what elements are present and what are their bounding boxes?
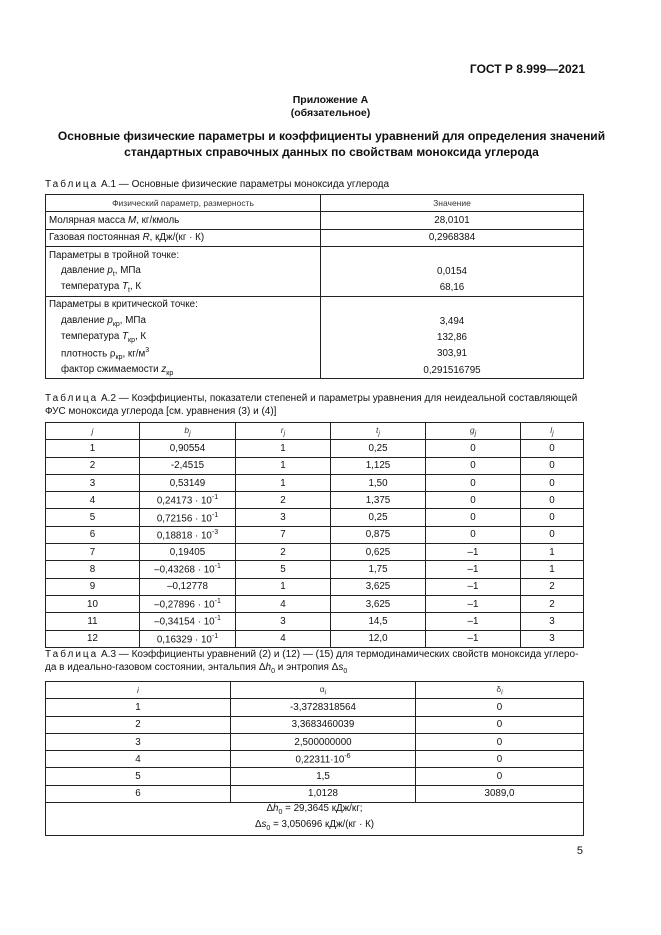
table1-value: 0,291516795 <box>321 362 584 379</box>
table2-cell: 3 <box>521 630 584 647</box>
table2-cell: 3 <box>236 613 331 630</box>
table-row <box>46 595 584 612</box>
table-row <box>46 768 584 785</box>
table2-cell: 0 <box>521 526 584 543</box>
table2-cell: 0 <box>426 474 521 491</box>
table3-cell: $0,22311\cdot 10^{-6}$ <box>231 751 416 768</box>
table-row <box>46 544 584 561</box>
table3-caption-text: А.3 — Коэффициенты уравнений (2) и (12) — (15) для термодинамических свойств моноксида углеро- <box>101 649 579 660</box>
table3-cell: -3,3728318564 <box>231 699 416 716</box>
table1-value: 303,91 <box>321 346 584 362</box>
page-title-line1: Основные физические параметры и коэффициенты уравнений для определения значений <box>57 129 606 143</box>
table3-cell: 2 <box>46 716 231 733</box>
table2-cell: 2 <box>236 492 331 509</box>
table2-cell: 3 <box>236 509 331 526</box>
table-row <box>46 457 584 474</box>
table3-header: i <box>46 682 231 699</box>
page-number: 5 <box>576 845 583 857</box>
table2-caption <box>45 392 590 418</box>
table2-cell: -2,4515 <box>140 457 236 474</box>
table2-cell: 2 <box>521 595 584 612</box>
table2-cell: 7 <box>46 544 140 561</box>
table2-cell: 0 <box>521 457 584 474</box>
table2-cell: $0,18818 \cdot 10^{-3}$ <box>140 526 236 543</box>
table2-cell: 2 <box>46 457 140 474</box>
table1-cell: Молярная масса M, кг/кмоль <box>46 212 321 229</box>
table-row <box>46 346 584 362</box>
table3-cell: 4 <box>46 751 231 768</box>
table2-cell: 10 <box>46 595 140 612</box>
table2-cell: 2 <box>521 578 584 595</box>
table2-cell: 0 <box>521 492 584 509</box>
table1-cell: Параметры в тройной точке: <box>46 246 321 263</box>
table1-caption-prefix: Таблица <box>45 179 99 190</box>
table2-cell: 12,0 <box>331 630 426 647</box>
table1-value: 68,16 <box>321 279 584 296</box>
table2-cell: 0 <box>426 457 521 474</box>
enthalpy-value: $\Delta h_0 = 29,3645$ кДж/кг; <box>266 803 363 817</box>
table3-caption-text2: да в идеально-газовом состоянии, энтальпия $\Delta h_0$ и энтропия $\Delta s_0$ <box>45 662 348 675</box>
table-row <box>46 751 584 768</box>
table3-cell: 0 <box>416 733 584 750</box>
table2-header: $b_j$ <box>140 423 236 440</box>
table2-cell: 0 <box>426 440 521 457</box>
table3-cell: 5 <box>46 768 231 785</box>
table1-cell: плотность $\rho_{кр}$, $кг/м^3$ <box>46 346 321 362</box>
table1-cell: Газовая постоянная R, кДж/(кг · К) <box>46 229 321 246</box>
table2-cell: 5 <box>46 509 140 526</box>
table1 <box>45 194 584 379</box>
table2-cell: 4 <box>236 630 331 647</box>
table2-cell: 0 <box>426 509 521 526</box>
table-row <box>46 362 584 379</box>
table2-cell: 0 <box>521 440 584 457</box>
table3-cell: 0 <box>416 716 584 733</box>
table2-cell: 0,875 <box>331 526 426 543</box>
table2-cell: 1,125 <box>331 457 426 474</box>
table2-cell: $-0,34154 \cdot 10^{-1}$ <box>140 613 236 630</box>
table2-cell: 0,625 <box>331 544 426 561</box>
table2-caption-text: А.2 — Коэффициенты, показатели степеней и параметры уравнения для неидеальной составляющей <box>101 393 578 404</box>
table3-header: $\alpha_i$ <box>231 682 416 699</box>
table3-cell: 3,3683460039 <box>231 716 416 733</box>
table-row <box>46 785 584 802</box>
table-row <box>46 699 584 716</box>
table3-caption-prefix: Таблица <box>45 649 99 660</box>
table3-caption <box>45 648 595 678</box>
table2-caption-prefix: Таблица <box>45 393 99 404</box>
table-row <box>46 716 584 733</box>
table2-cell: –1 <box>426 613 521 630</box>
table3-cell: 0 <box>416 699 584 716</box>
table2-cell: 0,53149 <box>140 474 236 491</box>
table3 <box>45 681 584 836</box>
entropy-value: $\Delta s_0 = 3,050696$ кДж/(кг · К) <box>254 819 375 832</box>
table2-cell: 14,5 <box>331 613 426 630</box>
table2-caption-text2: ФУС моноксида углерода [см. уравнения (3) и (4)] <box>45 406 277 417</box>
table2-header: $t_j$ <box>331 423 426 440</box>
table2-cell: –1 <box>426 578 521 595</box>
table-row <box>46 229 584 246</box>
table-row <box>46 212 584 229</box>
table2-cell: 0 <box>426 526 521 543</box>
table2-cell: 0 <box>521 509 584 526</box>
table1-header: Значение <box>321 195 584 212</box>
table-row <box>46 313 584 329</box>
table2-cell: $-0,43268 \cdot 10^{-1}$ <box>140 561 236 578</box>
table2-cell: 1 <box>236 578 331 595</box>
page-title-line2: стандартных справочных данных по свойствам моноксида углерода <box>124 145 539 159</box>
table2-cell: 9 <box>46 578 140 595</box>
table-row <box>46 613 584 630</box>
table-row <box>46 263 584 279</box>
table-row <box>46 296 584 313</box>
table2-cell: 11 <box>46 613 140 630</box>
table2-cell: 0 <box>426 492 521 509</box>
table3-cell: 0 <box>416 751 584 768</box>
table-row <box>46 440 584 457</box>
table-row <box>46 561 584 578</box>
table2-cell: 3 <box>46 474 140 491</box>
table2-cell: $0,16329 \cdot 10^{-1}$ <box>140 630 236 647</box>
table2-cell: 1 <box>46 440 140 457</box>
table2-cell: 12 <box>46 630 140 647</box>
table2-header: j <box>46 423 140 440</box>
table3-cell: 2,500000000 <box>231 733 416 750</box>
table1-value: 0,2968384 <box>321 229 584 246</box>
table2-cell: 3,625 <box>331 595 426 612</box>
table1-cell: температура $T_t$, К <box>46 279 321 296</box>
table1-cell: давление $p_t$, МПа <box>46 263 321 279</box>
table3-cell: 6 <box>46 785 231 802</box>
table3-footer <box>46 803 584 836</box>
table1-caption-text: А.1 — Основные физические параметры моноксида углерода <box>101 179 390 190</box>
table1-value: 132,86 <box>321 329 584 345</box>
table2-cell: 3 <box>521 613 584 630</box>
table3-cell: 3 <box>46 733 231 750</box>
table2-cell: 1,50 <box>331 474 426 491</box>
table3-cell: 1,0128 <box>231 785 416 802</box>
table2-cell: 1 <box>521 561 584 578</box>
table1-value: 3,494 <box>321 313 584 329</box>
table2-cell: –0,12778 <box>140 578 236 595</box>
table1-value <box>321 296 584 313</box>
table2-cell: –1 <box>426 544 521 561</box>
table1-caption <box>45 178 389 191</box>
table1-cell: температура $T_{кр}$, К <box>46 329 321 345</box>
page-title <box>40 128 623 160</box>
table2-cell: $-0,27896 \cdot 10^{-1}$ <box>140 595 236 612</box>
table2-cell: 4 <box>236 595 331 612</box>
table-row <box>46 329 584 345</box>
table2-cell: 6 <box>46 526 140 543</box>
table2-cell: 1 <box>521 544 584 561</box>
table2-cell: 5 <box>236 561 331 578</box>
table2-cell: 4 <box>46 492 140 509</box>
table2-cell: $0,72156 \cdot 10^{-1}$ <box>140 509 236 526</box>
table1-cell: фактор сжимаемости $z_{кр}$ <box>46 362 321 379</box>
table2-cell: 1 <box>236 474 331 491</box>
table3-cell: 0 <box>416 768 584 785</box>
table-row <box>46 578 584 595</box>
table2-cell: 0,19405 <box>140 544 236 561</box>
table3-cell: 1,5 <box>231 768 416 785</box>
table1-header: Физический параметр, размерность <box>46 195 321 212</box>
table-row <box>46 526 584 543</box>
table3-header: $\delta_i$ <box>416 682 584 699</box>
table2-cell: $0,24173 \cdot 10^{-1}$ <box>140 492 236 509</box>
table-row <box>46 279 584 296</box>
table2-header: $r_j$ <box>236 423 331 440</box>
table2-cell: 7 <box>236 526 331 543</box>
standard-number: ГОСТ Р 8.999—2021 <box>469 62 585 76</box>
table1-cell: давление $p_{кр}$, МПа <box>46 313 321 329</box>
table2-cell: 0,25 <box>331 440 426 457</box>
table2-cell: 8 <box>46 561 140 578</box>
table1-cell: Параметры в критической точке: <box>46 296 321 313</box>
table1-value: 28,0101 <box>321 212 584 229</box>
table-row <box>46 492 584 509</box>
table-row <box>46 474 584 491</box>
appendix-subtitle: (обязательное) <box>290 107 371 119</box>
table2-cell: 0 <box>521 474 584 491</box>
appendix-title: Приложение А <box>292 94 369 106</box>
table2 <box>45 422 584 648</box>
table2-cell: 3,625 <box>331 578 426 595</box>
table2-cell: –1 <box>426 630 521 647</box>
table-row <box>46 509 584 526</box>
table2-cell: 2 <box>236 544 331 561</box>
table-row <box>46 733 584 750</box>
table2-cell: –1 <box>426 595 521 612</box>
table2-cell: 1,75 <box>331 561 426 578</box>
table3-cell: 3089,0 <box>416 785 584 802</box>
table2-header: $l_j$ <box>521 423 584 440</box>
table2-cell: 1 <box>236 457 331 474</box>
appendix-heading <box>0 94 661 120</box>
table-row <box>46 630 584 647</box>
table1-value <box>321 246 584 263</box>
table-row <box>46 246 584 263</box>
table1-value: 0,0154 <box>321 263 584 279</box>
table2-cell: 0,90554 <box>140 440 236 457</box>
table2-header: $g_j$ <box>426 423 521 440</box>
table2-cell: –1 <box>426 561 521 578</box>
table2-cell: 0,25 <box>331 509 426 526</box>
table2-cell: 1,375 <box>331 492 426 509</box>
table2-cell: 1 <box>236 440 331 457</box>
table3-cell: 1 <box>46 699 231 716</box>
table-row <box>46 803 584 836</box>
